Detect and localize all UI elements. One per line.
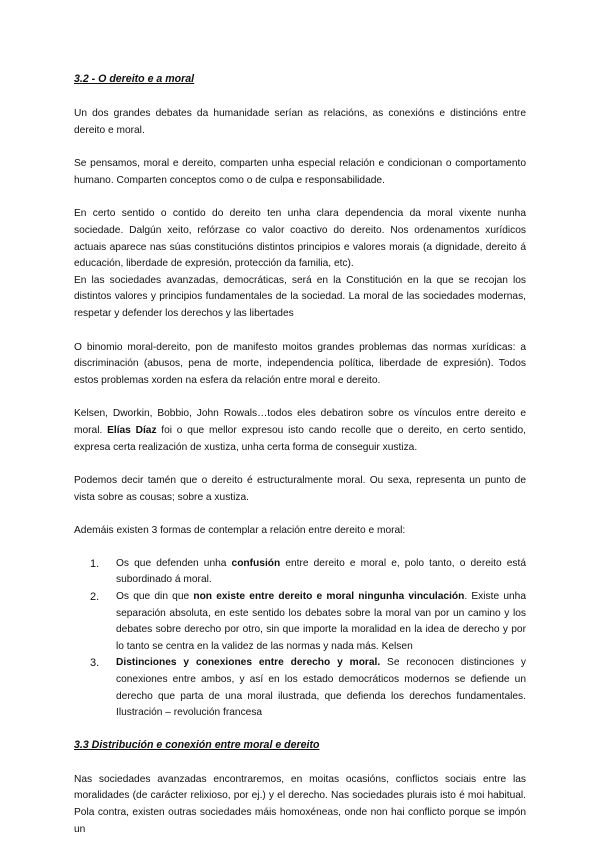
elias-diaz-bold: Elías Díaz	[107, 424, 157, 436]
paragraph-conflictos: Nas sociedades avanzadas encontraremos, en moitas ocasións, conflictos sociais entre las moralidades (de carácter relixioso, por ej.) y el derecho. Nas sociedades plurais isto é moi habitual. Pola contra, existen outras sociedades máis homoxéneas, onde non hai conflicto porque se impón un	[74, 773, 526, 835]
paragraph-estructuralmente: Podemos decir tamén que o dereito é estructuralmente moral. Ou sexa, representa un punto de vista sobre as cousas; sobre a xustiza.	[74, 475, 526, 503]
kelsen-text-end: foi o que mellor expresou isto cando recolle que o dereito, en certo sentido, expresa certa realización de xustiza, unha certa forma de conseguir xustiza.	[74, 424, 526, 453]
list-text-pre: Os que defenden unha	[116, 557, 232, 569]
paragraph-constitucion: En las sociedades avanzadas, democráticas, será en la Constitución en la que se recojan los distintos valores y principios fundamentales de la sociedad. La moral de las sociedades modernas, respetar y defender los derechos y las libertades	[74, 274, 526, 319]
paragraph-binomio: O binomio moral-dereito, pon de manifesto moitos grandes problemas das normas xurídicas: a discriminación (abusos, pena de morte, independencia política, liberdade de expresión). Todos estos problemas xorden na esfera da relación entre moral e dereito.	[74, 341, 526, 386]
section-heading-3-3: 3.3 Distribución e conexión entre moral e dereito	[74, 738, 320, 751]
list-item	[74, 655, 526, 721]
paragraph-comparten: Se pensamos, moral e dereito, comparten unha especial relación e condicionan o comportamento humano. Comparten conceptos como o de culpa e responsabilidade.	[74, 158, 526, 186]
list-text-bold: confusión	[231, 557, 281, 569]
kelsen-text-start: Kelsen, Dworkin, Bobbio, John Rowals…todos eles debatiron sobre os vínculos entre dereito e moral.	[74, 408, 526, 436]
paragraph-dependencia: En certo sentido o contido do dereito ten unha clara dependencia da moral vixente nunha sociedade. Dalgún xeito, refórzase co valor coactivo do dereito. Nos ordenamentos xurídicos actuais aparece nas súas constitucións distintos principios e valores morais (a dignidade, dereito á educación, liberdade de expresión, protección da familia, etc).	[74, 208, 526, 270]
list-text-pre: Os que din que	[116, 591, 194, 603]
list-text-bold: non existe entre dereito e moral ningunha vinculación	[193, 591, 465, 603]
section-heading-3-2: 3.2 - O dereito e a moral	[74, 73, 195, 85]
paragraph-formas: Ademáis existen 3 formas de contemplar a relación entre dereito e moral:	[74, 525, 406, 537]
list-text-post: . Existe unha separación absoluta, en este sentido los debates sobre la moral van por un camino y los debates sobre derecho por otro, sin que importe la moralidad en la idea de derecho y por lo tanto se centra en la validez de las normas y nada más. Kelsen	[116, 591, 526, 652]
list-number: 3.	[90, 657, 100, 670]
list-item	[74, 556, 526, 589]
paragraph-kelsen	[74, 406, 526, 456]
list-number: 2.	[90, 591, 100, 604]
relation-list	[74, 556, 526, 722]
list-item	[74, 589, 526, 655]
paragraph-intro: Un dos grandes debates da humanidade serían as relacións, as conexións e distincións entre dereito e moral.	[74, 108, 526, 136]
list-number: 1.	[90, 557, 100, 570]
list-text-bold: Distinciones y conexiones entre derecho y moral.	[116, 657, 381, 669]
list-text-post: entre dereito e moral e, polo tanto, o dereito está subordinado á moral.	[116, 557, 526, 586]
list-text-post: Se reconocen distinciones y conexiones entre ambos, y así en los estado democráticos modernos se defiende un derecho que parta de una moral ilustrada, que defienda los derechos fundamentales. Ilustración – revolución francesa	[116, 657, 526, 719]
